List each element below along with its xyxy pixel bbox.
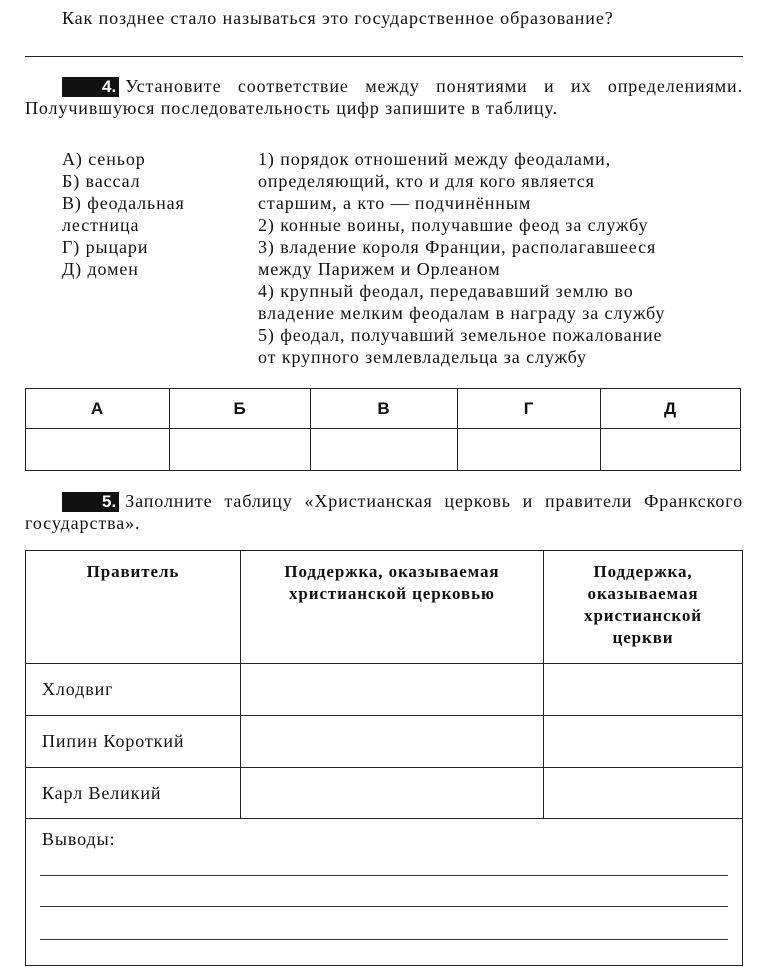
task5-prompt [25, 490, 743, 534]
answer-cell[interactable] [544, 716, 743, 768]
term: А) сеньор [62, 149, 146, 169]
conclusion-line[interactable] [40, 875, 728, 876]
header-support-by-church: Поддержка, оказываемая христианской церковью [240, 551, 543, 664]
ruler-name: Пипин Короткий [26, 716, 241, 768]
conclusion-line[interactable] [40, 906, 728, 907]
definition: старшим, а кто — подчинённым [258, 193, 532, 213]
definition: между Парижем и Орлеаном [258, 259, 501, 279]
answer-cell[interactable] [601, 429, 741, 471]
header-v: В [311, 389, 458, 429]
conclusions-label: Выводы: [42, 829, 116, 849]
answer-cell[interactable] [240, 664, 543, 716]
definition: 1) порядок отношений между феодалами, [258, 149, 612, 169]
task4-text: Установите соответствие между понятиями и их определениями. Получившуюся последовательность цифр запишите в таблицу. [25, 76, 743, 118]
answer-cell[interactable] [458, 429, 601, 471]
terms-list [62, 148, 185, 280]
task5-number: 5. [62, 492, 119, 512]
ruler-name: Хлодвиг [26, 664, 241, 716]
term: Д) домен [62, 259, 139, 279]
term: Г) рыцари [62, 237, 149, 257]
task4-number: 4. [62, 77, 119, 97]
term: В) феодальная [62, 193, 185, 213]
header-a: А [26, 389, 170, 429]
definition: 3) владение короля Франции, располагавшееся [258, 237, 657, 257]
header-d: Д [601, 389, 741, 429]
term: Б) вассал [62, 171, 141, 191]
definition: от крупного землевладельца за службу [258, 347, 587, 367]
ruler-name: Карл Великий [26, 768, 241, 819]
answer-cell[interactable] [26, 429, 170, 471]
task4-prompt [25, 75, 743, 119]
conclusions-cell [26, 819, 743, 966]
answer-line[interactable] [25, 56, 743, 57]
definition: владение мелким феодалам в награду за службу [258, 303, 666, 323]
definitions-list [258, 148, 665, 368]
rulers-table [25, 550, 743, 966]
task5-text: Заполните таблицу «Христианская церковь и правители Франкского государства». [25, 491, 743, 533]
answer-cell[interactable] [240, 768, 543, 819]
answer-cell[interactable] [311, 429, 458, 471]
answer-cell[interactable] [240, 716, 543, 768]
definition: 2) конные воины, получавшие феод за службу [258, 215, 649, 235]
header-support-to-church: Поддержка, оказываемая христианской церкви [544, 551, 743, 664]
definition: определяющий, кто и для кого является [258, 171, 595, 191]
term: лестница [62, 215, 140, 235]
answer-cell[interactable] [544, 664, 743, 716]
definition: 5) феодал, получавший земельное пожалование [258, 325, 663, 345]
answer-table-task4 [25, 388, 741, 471]
answer-cell[interactable] [170, 429, 311, 471]
header-ruler: Правитель [26, 551, 241, 664]
answer-cell[interactable] [544, 768, 743, 819]
definition: 4) крупный феодал, передававший землю во [258, 281, 634, 301]
conclusion-line[interactable] [40, 939, 728, 940]
header-g: Г [458, 389, 601, 429]
top-question: Как позднее стало называться это государственное образование? [62, 8, 614, 28]
header-b: Б [170, 389, 311, 429]
